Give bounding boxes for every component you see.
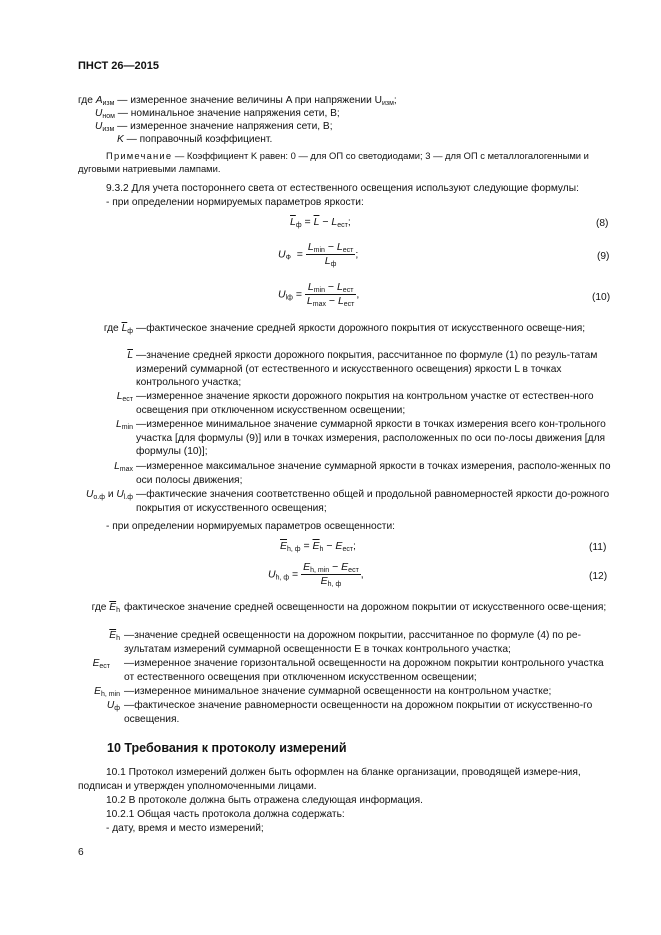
where-row-1: где $A_{изм}$ — измеренное значение величины A при напряжении $U_{изм}$; bbox=[78, 95, 397, 107]
where-row-4: K — поправочный коэффициент. bbox=[117, 134, 273, 145]
section-10-p3: 10.2.1 Общая часть протокола должна содержать: bbox=[106, 809, 345, 820]
where-row-3: $U_{изм}$ — измеренное значение напряжения сети, В; bbox=[95, 121, 333, 133]
section-10-p2: 10.2 В протоколе должна быть отражена следующая информация. bbox=[106, 795, 423, 806]
note-label: Примечание bbox=[106, 150, 173, 161]
para-illum-intro: - при определении нормируемых параметров освещенности: bbox=[106, 521, 395, 532]
equation-8: $\overline{L}_ф = \overline{L} - L_{ест}$; bbox=[290, 216, 351, 229]
equation-11-number: (11) bbox=[589, 542, 607, 553]
section-10-p4: - дату, время и место измерений; bbox=[106, 823, 264, 834]
equation-12: $U_{h, ф}$ = $\frac{E_{h, min} - E_{ест}}{\overline{E}_{h, ф}}$ , bbox=[268, 561, 364, 588]
page-number: 6 bbox=[78, 847, 84, 858]
where-row-2: $U_{ном}$ — номинальное значение напряжения сети, В; bbox=[95, 108, 340, 120]
equation-9-number: (9) bbox=[597, 251, 610, 262]
para-932-line1: 9.3.2 Для учета постороннего света от естественного освещения используют следующие формулы: bbox=[106, 183, 579, 194]
document-header: ПНСТ 26—2015 bbox=[78, 60, 160, 72]
equation-8-number: (8) bbox=[596, 218, 609, 229]
section-10-p1: 10.1 Протокол измерений должен быть оформлен на бланке организации, проводящей измере-ния, подписан и утвержден уполномоченными лицами. bbox=[78, 767, 581, 792]
section-10-title: 10 Требования к протоколу измерений bbox=[107, 741, 347, 755]
note-text: — Коэффициент K равен: 0 — для ОП со светодиодами; 3 — для ОП с металлогалогенными и дуговыми натриевыми лампами. bbox=[78, 150, 589, 174]
equation-10: $U_{lф}$ = $\frac{L_{min} - L_{ест}}{L_{max} - L_{ест}}$ , bbox=[278, 281, 360, 308]
para-932-line2: - при определении нормируемых параметров яркости: bbox=[106, 197, 364, 208]
equation-10-number: (10) bbox=[592, 292, 611, 303]
equation-9: $U_Ф$ = $\frac{L_{min} - L_{ест}}{\overline{L}_ф}$ ; bbox=[278, 241, 359, 268]
where-row-1-text: — измеренное значение величины A при напряжении U bbox=[117, 95, 382, 106]
equation-12-number: (12) bbox=[589, 571, 608, 582]
note bbox=[78, 150, 616, 175]
equation-11: $\overline{E}_{h, ф} = \overline{E}_h - E_{ест}$; bbox=[280, 540, 356, 553]
